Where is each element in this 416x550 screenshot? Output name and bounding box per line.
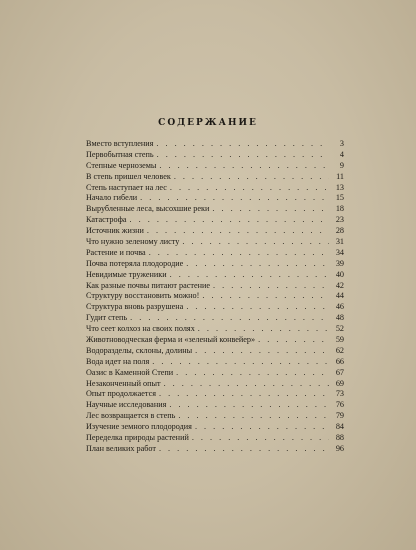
toc-entry-title: В степь пришел человек [86,171,171,181]
toc-entry-page-number: 69 [335,378,344,388]
dot-leader [152,357,329,368]
toc-entry-title: Степные черноземы [86,160,157,170]
toc-entry-page-number: 39 [335,258,344,268]
dot-leader [258,335,329,346]
toc-entry [86,248,344,259]
toc-entry [86,183,344,194]
dot-leader [159,161,329,172]
toc-entry-page-number: 44 [335,291,344,301]
dot-leader [147,226,329,237]
toc-entry-title: Незаконченный опыт [86,378,161,388]
toc-entry-page-number: 59 [335,335,344,345]
dot-leader [170,183,329,194]
dot-leader [149,248,329,259]
toc-entry-page-number: 15 [335,193,344,203]
toc-entry [86,270,344,281]
dot-leader [169,400,329,411]
toc-entry [86,237,344,248]
dot-leader [195,422,329,433]
toc-entry [86,422,344,433]
toc-entry-page-number: 62 [335,345,344,355]
toc-entry-title: Источник жизни [86,226,144,236]
toc-entry-page-number: 84 [335,422,344,432]
toc-entry-page-number: 48 [335,313,344,323]
toc-entry-title: Растение и почва [86,247,146,257]
toc-entry-title: Научные исследования [86,400,167,410]
dot-leader [192,433,329,444]
toc-entry-title: Вода идет на поля [86,356,150,366]
toc-entry-title: Оазис в Каменной Степи [86,367,174,377]
toc-entry-title: Опыт продолжается [86,389,156,399]
dot-leader [186,259,329,270]
dot-leader [164,379,329,390]
toc-entry-title: Структура вновь разрушена [86,302,184,312]
toc-entry-title: Что сеет колхоз на своих полях [86,324,195,334]
toc-entry-page-number: 28 [335,226,344,236]
toc-entry-page-number: 42 [335,280,344,290]
toc-entry-page-number: 23 [335,215,344,225]
toc-entry [86,313,344,324]
toc-entry-page-number: 4 [339,149,344,159]
toc-entry-page-number: 40 [335,269,344,279]
toc-entry [86,193,344,204]
toc-entry [86,259,344,270]
toc-entry-title: Невидимые труженики [86,269,167,279]
toc-entry-page-number: 79 [335,411,344,421]
dot-leader [156,139,329,150]
dot-leader [140,193,329,204]
toc-entry-page-number: 73 [335,389,344,399]
dot-leader [212,204,329,215]
toc-entry-page-number: 96 [335,443,344,453]
toc-entry [86,433,344,444]
toc-entry-title: Катастрофа [86,215,127,225]
toc-entry-page-number: 88 [335,433,344,443]
dot-leader [159,444,329,455]
toc-entry-title: Степь наступает на лес [86,182,167,192]
dot-leader [186,302,329,313]
table-of-contents [86,139,344,455]
dot-leader [182,237,329,248]
toc-entry [86,324,344,335]
page-title: СОДЕРЖАНИЕ [158,118,258,128]
dot-leader [195,346,329,357]
toc-entry-page-number: 66 [335,356,344,366]
dot-leader [159,389,329,400]
toc-entry-title: Лес возвращается в степь [86,411,176,421]
dot-leader [130,313,329,324]
toc-entry-page-number: 31 [335,237,344,247]
toc-entry-page-number: 46 [335,302,344,312]
toc-entry-page-number: 52 [335,324,344,334]
toc-entry [86,281,344,292]
toc-entry [86,389,344,400]
toc-entry [86,302,344,313]
toc-entry-title: Структуру восстановить можно! [86,291,200,301]
toc-entry-title: Изучение земного плодородия [86,422,192,432]
toc-entry [86,204,344,215]
toc-entry-page-number: 3 [339,139,344,148]
toc-entry-title: Вместо вступления [86,139,154,148]
dot-leader [178,411,329,422]
toc-entry-title: Начало гибели [86,193,138,203]
toc-entry-title: Переделка природы растений [86,433,189,443]
toc-entry-title: Почва потеряла плодородие [86,258,184,268]
toc-entry-title: Первобытная степь [86,149,154,159]
toc-entry-title: Вырубленные леса, высохшие реки [86,204,210,214]
toc-entry-page-number: 13 [335,182,344,192]
dot-leader [170,270,329,281]
toc-entry-page-number: 67 [335,367,344,377]
dot-leader [202,291,329,302]
toc-entry [86,139,344,150]
toc-entry [86,400,344,411]
dot-leader [198,324,329,335]
toc-entry-page-number: 76 [335,400,344,410]
toc-entry [86,444,344,455]
toc-entry [86,161,344,172]
toc-entry [86,346,344,357]
toc-entry-page-number: 18 [335,204,344,214]
dot-leader [176,368,329,379]
toc-entry-title: Что нужно зеленому листу [86,237,180,247]
toc-entry-title: Как разные почвы питают растение [86,280,211,290]
toc-entry [86,215,344,226]
toc-entry [86,357,344,368]
toc-entry [86,226,344,237]
toc-entry [86,172,344,183]
dot-leader [174,172,329,183]
toc-entry-title: Животноводческая ферма и «зеленый конвейер» [86,335,256,345]
dot-leader [213,281,329,292]
toc-entry [86,335,344,346]
toc-entry [86,379,344,390]
toc-entry-page-number: 9 [339,160,344,170]
toc-entry [86,150,344,161]
toc-entry [86,368,344,379]
toc-entry-title: План великих работ [86,443,156,453]
dot-leader [157,150,329,161]
toc-entry-title: Водоразделы, склоны, долины [86,345,193,355]
toc-entry-page-number: 11 [336,171,344,181]
toc-entry [86,411,344,422]
toc-entry-page-number: 34 [335,247,344,257]
toc-entry-title: Гудит степь [86,313,128,323]
dot-leader [130,215,329,226]
toc-entry [86,291,344,302]
